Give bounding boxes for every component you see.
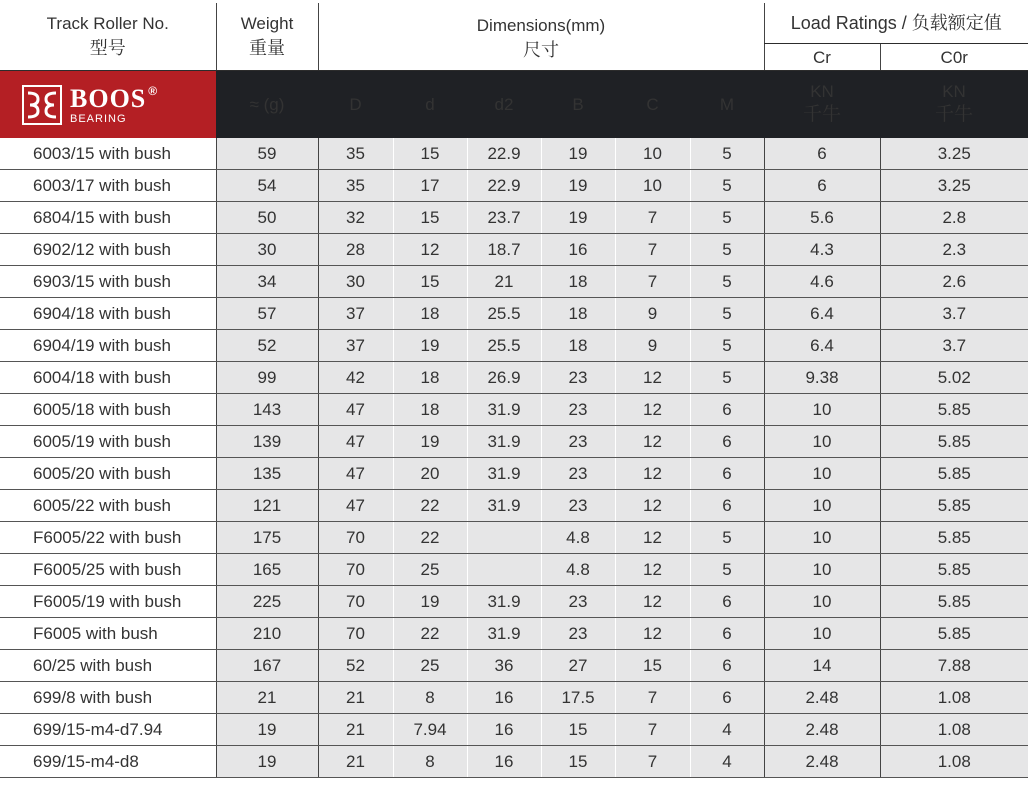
D-cell: 32: [318, 202, 393, 234]
model-cell: 699/8 with bush: [0, 682, 216, 714]
table-row: [0, 394, 1028, 426]
weight-cell: 50: [216, 202, 318, 234]
weight-header-en: Weight: [240, 13, 294, 33]
M-cell: 5: [690, 330, 764, 362]
B-cell: 18: [541, 330, 615, 362]
C-cell: 12: [615, 394, 690, 426]
c0r-cell: 1.08: [880, 714, 1028, 746]
model-cell: F6005/22 with bush: [0, 522, 216, 554]
D-cell: 28: [318, 234, 393, 266]
d-cell: 15: [393, 202, 467, 234]
c0r-cell: 5.02: [880, 362, 1028, 394]
C-cell: 12: [615, 362, 690, 394]
cr-cell: 10: [764, 458, 880, 490]
B-cell: 23: [541, 426, 615, 458]
weight-unit: ≈ (g): [216, 71, 318, 139]
col-D: D: [318, 71, 393, 139]
c0r-cell: 5.85: [880, 394, 1028, 426]
d-cell: 15: [393, 266, 467, 298]
model-cell: 6003/15 with bush: [0, 138, 216, 170]
d2-cell: 23.7: [467, 202, 541, 234]
col-M: M: [690, 71, 764, 139]
table-row: [0, 362, 1028, 394]
d-cell: 8: [393, 682, 467, 714]
col-d2: d2: [467, 71, 541, 139]
table-row: [0, 554, 1028, 586]
d-cell: 20: [393, 458, 467, 490]
B-cell: 23: [541, 618, 615, 650]
M-cell: 6: [690, 394, 764, 426]
units-header-row: [0, 71, 1028, 139]
table-row: [0, 202, 1028, 234]
B-cell: 23: [541, 490, 615, 522]
col-B: B: [541, 71, 615, 139]
d-cell: 18: [393, 394, 467, 426]
D-cell: 70: [318, 618, 393, 650]
d-cell: 25: [393, 650, 467, 682]
track-roller-spec-table: [0, 3, 1028, 778]
weight-cell: 57: [216, 298, 318, 330]
model-cell: 6903/15 with bush: [0, 266, 216, 298]
table-header-row: [0, 3, 1028, 44]
D-cell: 42: [318, 362, 393, 394]
d2-cell: 31.9: [467, 394, 541, 426]
model-cell: 6005/18 with bush: [0, 394, 216, 426]
M-cell: 6: [690, 426, 764, 458]
brand-logo: [0, 71, 216, 139]
cr-cell: 10: [764, 586, 880, 618]
M-cell: 5: [690, 138, 764, 170]
dimensions-header-en: Dimensions(mm): [476, 16, 606, 35]
c0r-cell: 3.25: [880, 170, 1028, 202]
d-cell: 18: [393, 362, 467, 394]
d-cell: 8: [393, 746, 467, 778]
weight-cell: 54: [216, 170, 318, 202]
table-row: [0, 234, 1028, 266]
c0r-cell: 2.8: [880, 202, 1028, 234]
weight-header-cn: 重量: [249, 37, 285, 58]
C-cell: 12: [615, 586, 690, 618]
d2-cell: 31.9: [467, 618, 541, 650]
d-cell: 17: [393, 170, 467, 202]
load-ratings-header: Load Ratings / 负载额定值: [764, 3, 1028, 44]
M-cell: 4: [690, 714, 764, 746]
c0r-cell: 3.25: [880, 138, 1028, 170]
D-cell: 35: [318, 170, 393, 202]
M-cell: 5: [690, 362, 764, 394]
model-cell: 6003/17 with bush: [0, 170, 216, 202]
col-d: d: [393, 71, 467, 139]
cr-cell: 5.6: [764, 202, 880, 234]
weight-cell: 52: [216, 330, 318, 362]
C-cell: 7: [615, 682, 690, 714]
model-cell: 6904/19 with bush: [0, 330, 216, 362]
cr-cell: 2.48: [764, 682, 880, 714]
d2-cell: 31.9: [467, 586, 541, 618]
B-cell: 4.8: [541, 522, 615, 554]
d-cell: 15: [393, 138, 467, 170]
C-cell: 9: [615, 298, 690, 330]
table-row: [0, 138, 1028, 170]
C-cell: 7: [615, 234, 690, 266]
C-cell: 7: [615, 714, 690, 746]
C-cell: 10: [615, 138, 690, 170]
c0r-cell: 3.7: [880, 298, 1028, 330]
D-cell: 47: [318, 426, 393, 458]
D-cell: 70: [318, 522, 393, 554]
weight-cell: 99: [216, 362, 318, 394]
model-header: [0, 3, 216, 71]
table-row: [0, 650, 1028, 682]
brand-subtitle: BEARING: [70, 112, 127, 125]
C-cell: 7: [615, 746, 690, 778]
weight-cell: 143: [216, 394, 318, 426]
table-row: [0, 586, 1028, 618]
cr-cell: 6: [764, 138, 880, 170]
weight-header: [216, 3, 318, 71]
cr-cell: 10: [764, 618, 880, 650]
C-cell: 7: [615, 266, 690, 298]
c0r-cell: 5.85: [880, 490, 1028, 522]
weight-cell: 121: [216, 490, 318, 522]
dimensions-header-cn: 尺寸: [523, 40, 559, 61]
M-cell: 5: [690, 202, 764, 234]
B-cell: 27: [541, 650, 615, 682]
d2-cell: 36: [467, 650, 541, 682]
C-cell: 12: [615, 554, 690, 586]
c0r-unit-cn: 千牛: [935, 104, 974, 126]
cr-cell: 4.3: [764, 234, 880, 266]
weight-cell: 59: [216, 138, 318, 170]
table-row: [0, 714, 1028, 746]
d2-cell: 16: [467, 714, 541, 746]
B-cell: 18: [541, 266, 615, 298]
D-cell: 52: [318, 650, 393, 682]
B-cell: 4.8: [541, 554, 615, 586]
d2-cell: 31.9: [467, 490, 541, 522]
weight-cell: 210: [216, 618, 318, 650]
B-cell: 15: [541, 746, 615, 778]
C-cell: 10: [615, 170, 690, 202]
B-cell: 23: [541, 458, 615, 490]
c0r-cell: 5.85: [880, 554, 1028, 586]
D-cell: 47: [318, 458, 393, 490]
model-cell: 6004/18 with bush: [0, 362, 216, 394]
d2-cell: 22.9: [467, 138, 541, 170]
c0r-cell: 5.85: [880, 586, 1028, 618]
weight-cell: 34: [216, 266, 318, 298]
d-cell: 7.94: [393, 714, 467, 746]
M-cell: 6: [690, 490, 764, 522]
model-cell: 699/15-m4-d8: [0, 746, 216, 778]
c0r-unit-en: KN: [942, 81, 966, 101]
d-cell: 19: [393, 426, 467, 458]
boos-logo-icon: [22, 85, 62, 125]
D-cell: 30: [318, 266, 393, 298]
brand-name: BOOS: [70, 83, 147, 113]
d2-cell: 22.9: [467, 170, 541, 202]
d-cell: 18: [393, 298, 467, 330]
table-row: [0, 458, 1028, 490]
c0r-cell: 5.85: [880, 458, 1028, 490]
d-cell: 22: [393, 490, 467, 522]
c0r-cell: 1.08: [880, 746, 1028, 778]
d2-cell: 16: [467, 682, 541, 714]
model-header-cn: 型号: [89, 37, 126, 58]
table-body: [0, 138, 1028, 778]
B-cell: 15: [541, 714, 615, 746]
M-cell: 5: [690, 554, 764, 586]
d-cell: 19: [393, 586, 467, 618]
d2-cell: 25.5: [467, 330, 541, 362]
cr-unit: [764, 71, 880, 139]
cr-header: Cr: [764, 44, 880, 71]
c0r-cell: 5.85: [880, 426, 1028, 458]
weight-cell: 139: [216, 426, 318, 458]
table-row: [0, 682, 1028, 714]
d2-cell: 16: [467, 746, 541, 778]
d-cell: 25: [393, 554, 467, 586]
C-cell: 12: [615, 426, 690, 458]
C-cell: 12: [615, 618, 690, 650]
model-cell: 6902/12 with bush: [0, 234, 216, 266]
table-row: [0, 618, 1028, 650]
weight-cell: 135: [216, 458, 318, 490]
table-row: [0, 330, 1028, 362]
d2-cell: 21: [467, 266, 541, 298]
dimensions-header: [318, 3, 764, 71]
cr-cell: 10: [764, 522, 880, 554]
B-cell: 19: [541, 138, 615, 170]
B-cell: 17.5: [541, 682, 615, 714]
c0r-cell: 2.3: [880, 234, 1028, 266]
M-cell: 4: [690, 746, 764, 778]
D-cell: 21: [318, 682, 393, 714]
weight-cell: 21: [216, 682, 318, 714]
B-cell: 23: [541, 394, 615, 426]
C-cell: 12: [615, 458, 690, 490]
table-row: [0, 490, 1028, 522]
model-cell: 6005/22 with bush: [0, 490, 216, 522]
cr-unit-cn: 千牛: [802, 104, 841, 126]
model-cell: F6005 with bush: [0, 618, 216, 650]
cr-cell: 2.48: [764, 714, 880, 746]
d2-cell: 18.7: [467, 234, 541, 266]
model-cell: 6005/20 with bush: [0, 458, 216, 490]
cr-cell: 10: [764, 490, 880, 522]
d2-cell: 26.9: [467, 362, 541, 394]
cr-cell: 10: [764, 554, 880, 586]
d2-cell: [467, 522, 541, 554]
B-cell: 23: [541, 586, 615, 618]
weight-cell: 167: [216, 650, 318, 682]
model-cell: 6904/18 with bush: [0, 298, 216, 330]
M-cell: 6: [690, 650, 764, 682]
d-cell: 12: [393, 234, 467, 266]
D-cell: 70: [318, 554, 393, 586]
cr-cell: 2.48: [764, 746, 880, 778]
M-cell: 5: [690, 170, 764, 202]
c0r-header: C0r: [880, 44, 1028, 71]
weight-cell: 19: [216, 714, 318, 746]
M-cell: 5: [690, 522, 764, 554]
table-row: [0, 522, 1028, 554]
weight-cell: 225: [216, 586, 318, 618]
C-cell: 12: [615, 490, 690, 522]
cr-cell: 10: [764, 394, 880, 426]
cr-cell: 6.4: [764, 330, 880, 362]
c0r-cell: 3.7: [880, 330, 1028, 362]
D-cell: 21: [318, 746, 393, 778]
D-cell: 37: [318, 330, 393, 362]
table-row: [0, 170, 1028, 202]
M-cell: 6: [690, 586, 764, 618]
M-cell: 6: [690, 618, 764, 650]
cr-cell: 6: [764, 170, 880, 202]
model-cell: 6005/19 with bush: [0, 426, 216, 458]
d-cell: 19: [393, 330, 467, 362]
table-row: [0, 298, 1028, 330]
M-cell: 6: [690, 458, 764, 490]
D-cell: 70: [318, 586, 393, 618]
model-cell: 60/25 with bush: [0, 650, 216, 682]
D-cell: 47: [318, 490, 393, 522]
C-cell: 15: [615, 650, 690, 682]
B-cell: 23: [541, 362, 615, 394]
c0r-cell: 7.88: [880, 650, 1028, 682]
B-cell: 19: [541, 202, 615, 234]
d-cell: 22: [393, 618, 467, 650]
D-cell: 21: [318, 714, 393, 746]
c0r-cell: 5.85: [880, 522, 1028, 554]
cr-cell: 9.38: [764, 362, 880, 394]
table-row: [0, 746, 1028, 778]
c0r-cell: 1.08: [880, 682, 1028, 714]
cr-cell: 4.6: [764, 266, 880, 298]
B-cell: 18: [541, 298, 615, 330]
M-cell: 5: [690, 234, 764, 266]
D-cell: 35: [318, 138, 393, 170]
cr-cell: 14: [764, 650, 880, 682]
cr-unit-en: KN: [810, 81, 834, 101]
model-cell: F6005/25 with bush: [0, 554, 216, 586]
d2-cell: 31.9: [467, 426, 541, 458]
weight-cell: 30: [216, 234, 318, 266]
registered-mark: ®: [148, 83, 159, 98]
d2-cell: 31.9: [467, 458, 541, 490]
c0r-cell: 5.85: [880, 618, 1028, 650]
M-cell: 6: [690, 682, 764, 714]
table-row: [0, 266, 1028, 298]
C-cell: 12: [615, 522, 690, 554]
model-header-en: Track Roller No.: [46, 13, 169, 33]
cr-cell: 6.4: [764, 298, 880, 330]
model-cell: F6005/19 with bush: [0, 586, 216, 618]
C-cell: 7: [615, 202, 690, 234]
weight-cell: 175: [216, 522, 318, 554]
C-cell: 9: [615, 330, 690, 362]
d2-cell: [467, 554, 541, 586]
B-cell: 16: [541, 234, 615, 266]
c0r-cell: 2.6: [880, 266, 1028, 298]
B-cell: 19: [541, 170, 615, 202]
d-cell: 22: [393, 522, 467, 554]
model-cell: 6804/15 with bush: [0, 202, 216, 234]
d2-cell: 25.5: [467, 298, 541, 330]
model-cell: 699/15-m4-d7.94: [0, 714, 216, 746]
table-row: [0, 426, 1028, 458]
cr-cell: 10: [764, 426, 880, 458]
weight-cell: 19: [216, 746, 318, 778]
M-cell: 5: [690, 266, 764, 298]
D-cell: 37: [318, 298, 393, 330]
weight-cell: 165: [216, 554, 318, 586]
D-cell: 47: [318, 394, 393, 426]
col-C: C: [615, 71, 690, 139]
M-cell: 5: [690, 298, 764, 330]
c0r-unit: [880, 71, 1028, 139]
